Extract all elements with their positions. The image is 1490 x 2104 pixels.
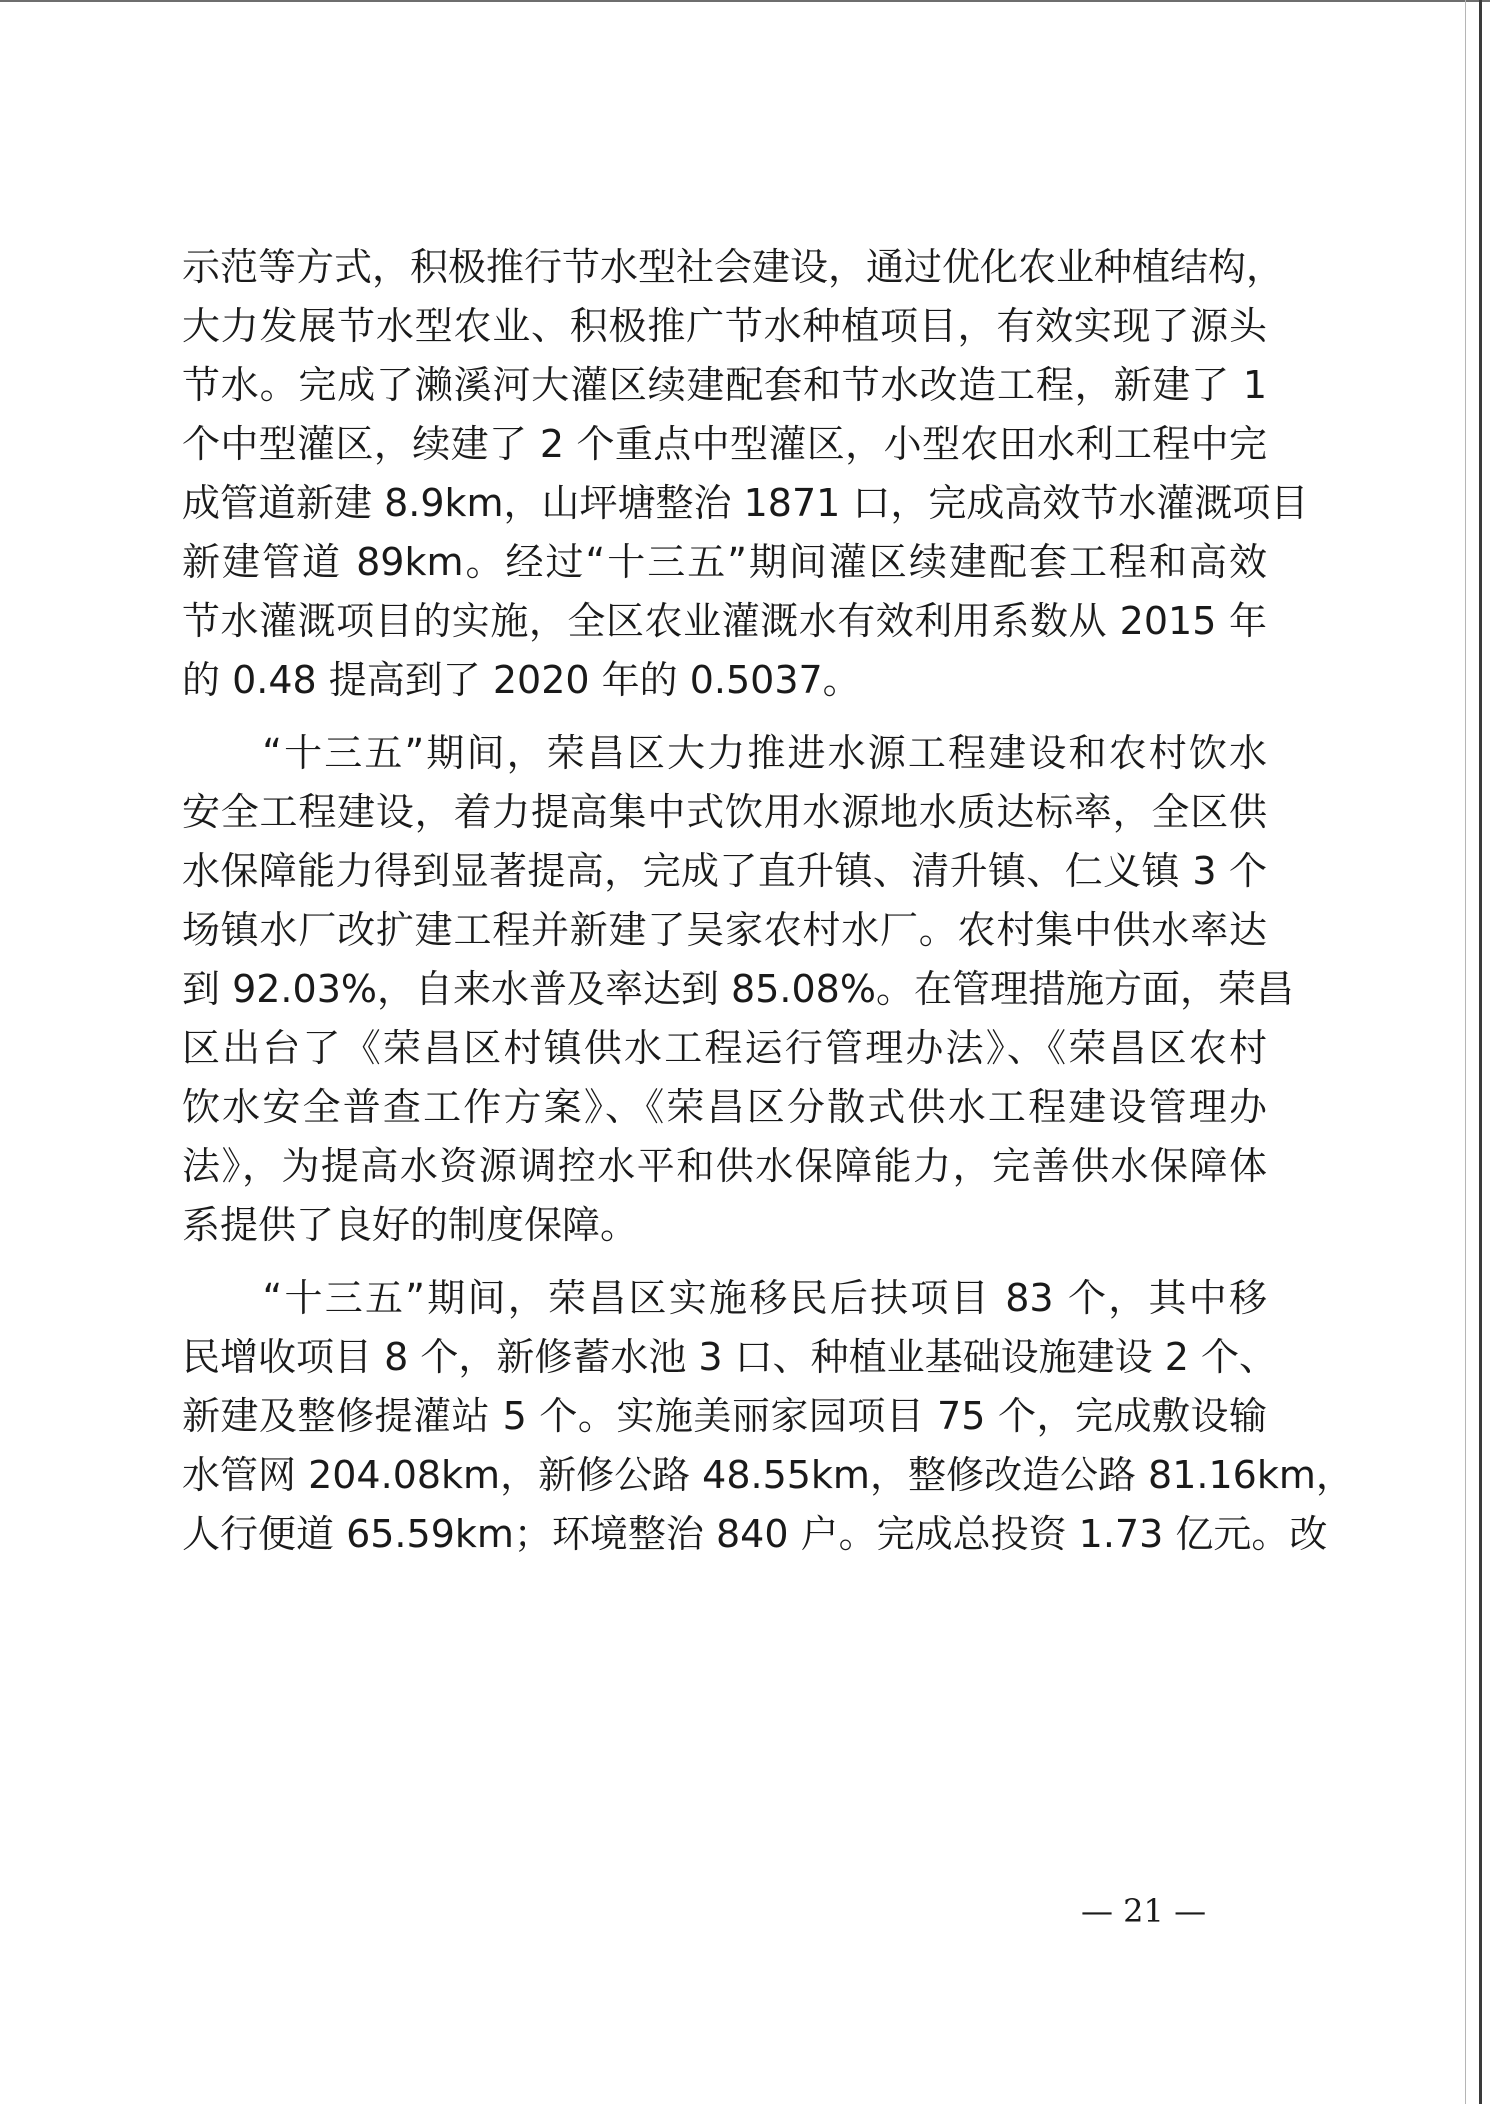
- text-line: 节水。完成了濑溪河大灌区续建配套和节水改造工程，新建了 1: [182, 363, 1267, 407]
- text-line: 场镇水厂改扩建工程并新建了吴家农村水厂。农村集中供水率达: [182, 908, 1267, 952]
- text-line: 法》，为提高水资源调控水平和供水保障能力，完善供水保障体: [182, 1144, 1267, 1188]
- text-line: 的 0.48 提高到了 2020 年的 0.5037。: [182, 658, 861, 702]
- text-line: 新建管道 89km。经过“十三五”期间灌区续建配套工程和高效: [182, 540, 1267, 584]
- right-margin-line: [1465, 0, 1466, 2104]
- text-line: 成管道新建 8.9km，山坪塘整治 1871 口，完成高效节水灌溉项目: [182, 481, 1309, 525]
- text-line: 安全工程建设，着力提高集中式饮用水源地水质达标率，全区供: [182, 790, 1267, 834]
- text-line: 水管网 204.08km，新修公路 48.55km，整修改造公路 81.16km，: [182, 1453, 1354, 1497]
- text-line: 新建及整修提灌站 5 个。实施美丽家园项目 75 个，完成敷设输: [182, 1394, 1267, 1438]
- text-line: 区出台了《荣昌区村镇供水工程运行管理办法》、《荣昌区农村: [182, 1026, 1267, 1070]
- text-line: 到 92.03%，自来水普及率达到 85.08%。在管理措施方面，荣昌: [182, 967, 1294, 1011]
- body-text: [182, 238, 1354, 1564]
- right-border-line: [1479, 0, 1482, 2104]
- top-border-line: [0, 0, 1490, 2]
- text-line: 水保障能力得到显著提高，完成了直升镇、清升镇、仁义镇 3 个: [182, 849, 1267, 893]
- paragraph-3: [182, 1269, 1354, 1564]
- text-line: 个中型灌区，续建了 2 个重点中型灌区，小型农田水利工程中完: [182, 422, 1267, 466]
- text-line: 系提供了良好的制度保障。: [182, 1203, 639, 1247]
- text-line: 人行便道 65.59km；环境整治 840 户。完成总投资 1.73 亿元。改: [182, 1512, 1328, 1556]
- text-line: 大力发展节水型农业、积极推广节水种植项目，有效实现了源头: [182, 304, 1267, 348]
- text-line: “十三五”期间，荣昌区大力推进水源工程建设和农村饮水: [182, 731, 1267, 775]
- page-number: — 21 —: [1081, 1892, 1207, 1930]
- text-line: 饮水安全普查工作方案》、《荣昌区分散式供水工程建设管理办: [182, 1085, 1267, 1129]
- text-line: 示范等方式，积极推行节水型社会建设，通过优化农业种植结构，: [182, 245, 1285, 289]
- text-line: 节水灌溉项目的实施，全区农业灌溉水有效利用系数从 2015 年: [182, 599, 1267, 643]
- text-line: 民增收项目 8 个，新修蓄水池 3 口、种植业基础设施建设 2 个、: [182, 1335, 1278, 1379]
- paragraph-2: [182, 724, 1294, 1255]
- text-line: “十三五”期间，荣昌区实施移民后扶项目 83 个，其中移: [182, 1276, 1267, 1320]
- paragraph-1: [182, 238, 1309, 710]
